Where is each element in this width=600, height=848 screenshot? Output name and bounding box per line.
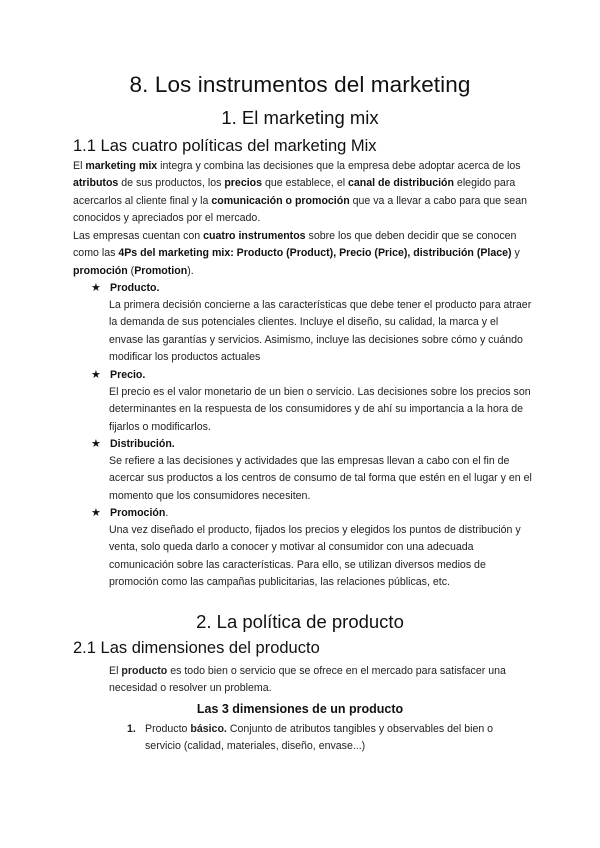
- star-bullet-icon: ★: [91, 369, 101, 381]
- list-item-producto-basico: [127, 721, 527, 756]
- star-bullet-icon: ★: [91, 507, 101, 519]
- bullet-label: Precio.: [110, 369, 146, 381]
- bullet-label: Producto.: [110, 282, 160, 294]
- page-title: 8. Los instrumentos del marketing: [129, 72, 471, 97]
- bold-text: canal de distribución: [348, 177, 454, 190]
- bullet-text-promocion: Una vez diseñado el producto, fijados los precios y elegidos los puntos de distribución y venta, solo queda darlo a conocer y motivar al consumidor con una adecuada comunicación sobre las características. Para ello, se utilizan diversos medios de promoción como las campañas publicitarias, las relaciones públicas, etc.: [109, 524, 521, 589]
- star-bullet-icon: ★: [91, 282, 101, 294]
- text-run: elegido para acercarlos al cliente final y la: [73, 177, 516, 207]
- bold-text: atributos: [73, 177, 119, 190]
- bold-text: promoción: [73, 264, 128, 277]
- bullet-promocion: [91, 505, 168, 522]
- bullet-precio: [91, 367, 145, 384]
- list-item-text: [127, 721, 527, 756]
- text-run: de sus productos, los: [118, 177, 225, 190]
- bullet-producto: [91, 280, 159, 297]
- text-run: sobre los que deben decidir que se conocen como las: [73, 230, 517, 260]
- bullet-distribucion: [91, 436, 175, 453]
- text-run: El: [109, 665, 122, 677]
- text-run: El: [73, 160, 86, 172]
- bullet-text-precio: El precio es el valor monetario de un bien o servicio. Las decisiones sobre los precios son determinantes en la respuesta de los consumidores y de ahí su importancia a la hora de fijarlos o modificarlos.: [109, 386, 531, 433]
- paragraph-marketing-mix-definition: [73, 158, 533, 228]
- bold-text: Promotion: [134, 264, 188, 277]
- subsection-heading-dimensiones: 2.1 Las dimensiones del producto: [73, 639, 320, 657]
- text-run: que establece, el: [262, 177, 349, 190]
- bold-text: precios: [224, 177, 263, 190]
- bullet-label: Promoción: [110, 507, 166, 519]
- text-run: Las empresas cuentan con: [73, 230, 204, 242]
- caption-tres-dimensiones: Las 3 dimensiones de un producto: [196, 702, 404, 716]
- list-number: 1.: [127, 723, 136, 735]
- bold-text: básico.: [190, 723, 227, 735]
- section-heading-marketing-mix: 1. El marketing mix: [221, 107, 379, 128]
- bullet-label: Distribución.: [110, 438, 175, 450]
- section-heading-politica-producto: 2. La política de producto: [196, 611, 404, 632]
- bold-text: producto: [121, 665, 168, 677]
- star-bullet-icon: ★: [91, 438, 101, 450]
- bold-text: cuatro instrumentos: [203, 230, 306, 242]
- bold-text: marketing mix: [85, 160, 158, 172]
- text-run: que va a llevar a cabo para que sean conocidos y apreciados por el mercado.: [73, 194, 527, 225]
- paragraph-producto-definition: [109, 663, 533, 698]
- text-run: integra y combina las decisiones que la empresa debe adoptar acerca de los: [157, 160, 521, 172]
- text-run: Conjunto de atributos tangibles y observables del bien o servicio (calidad, materiales, diseño, envase...): [145, 723, 494, 753]
- text-run: Producto: [145, 723, 191, 735]
- bold-text: comunicación o promoción: [211, 194, 350, 207]
- text-run: ).: [187, 264, 194, 277]
- text-run: es todo bien o servicio que se ofrece en el mercado para satisfacer una necesidad o resolver un problema.: [109, 665, 506, 695]
- bullet-label-suffix: .: [165, 507, 169, 519]
- bullet-text-producto: La primera decisión concierne a las características que debe tener el producto para atraer la demanda de sus potenciales clientes. Incluye el diseño, su calidad, la marca y el envase las garantías y servicios. Asimismo, incluye las decisiones sobre cómo y cuándo modificar los productos actuales: [109, 299, 532, 364]
- text-run: (: [127, 264, 135, 277]
- bullet-text-distribucion: Se refiere a las decisiones y actividades que las empresas llevan a cabo con el fin de acercar sus productos a los centros de consumo de tal forma que estén en el lugar y en el momento que los consumidores necesiten.: [109, 455, 532, 502]
- paragraph-cuatro-instrumentos: [73, 228, 533, 280]
- bold-text: 4Ps del marketing mix: Producto (Product), Precio (Price), distribución (Place): [118, 247, 512, 260]
- subsection-heading-cuatro-politicas: 1.1 Las cuatro políticas del marketing Mix: [73, 137, 377, 155]
- text-run: y: [511, 247, 520, 260]
